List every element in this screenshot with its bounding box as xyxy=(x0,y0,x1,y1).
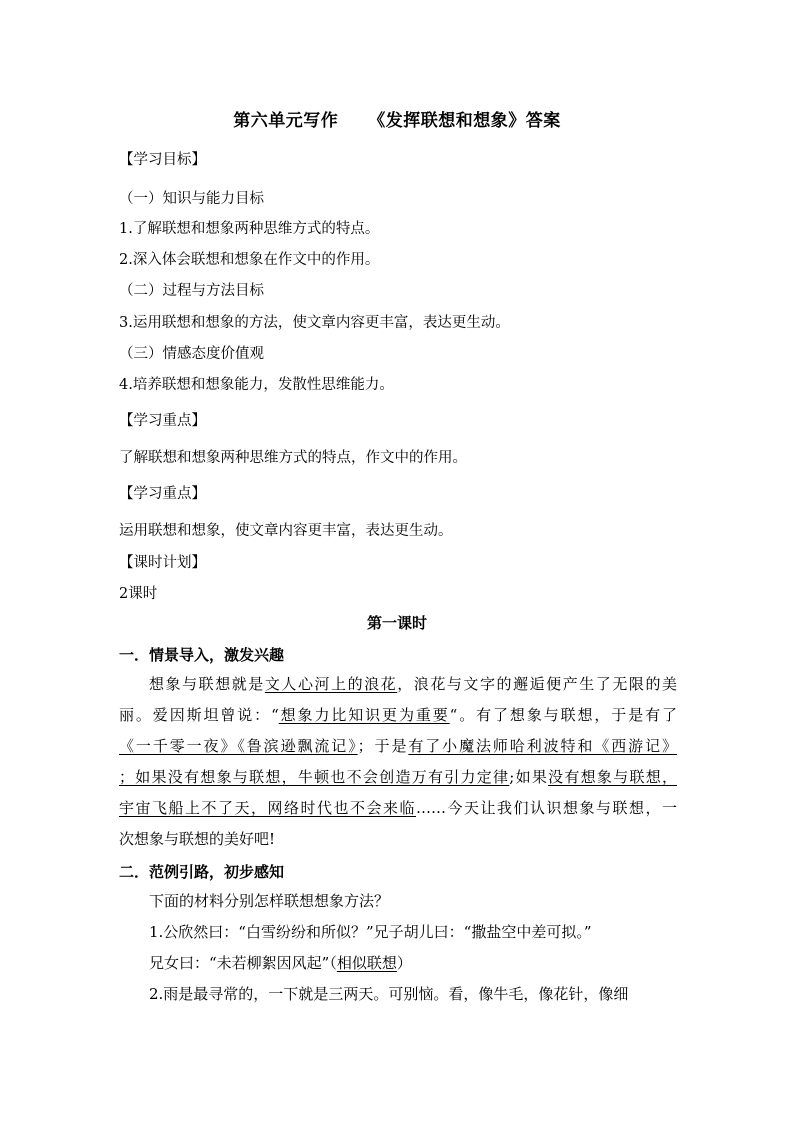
intro-line-1: 想象与联想就是文人心河上的浪花，浪花与文字的邂逅便产生了无限的美 xyxy=(149,675,677,693)
goals-sub3: （三）情感态度价值观 xyxy=(119,346,264,362)
goals-item-3: 3.运用联想和想象的方法，使文章内容更丰富，表达更生动。 xyxy=(119,315,510,331)
page-title xyxy=(0,106,794,131)
goals-item-1: 1.了解联想和想象两种思维方式的特点。 xyxy=(119,221,380,237)
goals-item-2: 2.深入体会联想和想象在作文中的作用。 xyxy=(119,252,380,268)
intro-line-4: ；如果没有想象与联想，牛顿也不会创造万有引力定律;如果没有想象与联想， xyxy=(119,768,677,786)
title-unit: 第六单元写作 xyxy=(233,111,339,131)
lesson-plan-heading: 【课时计划】 xyxy=(119,555,206,571)
intro-line-3: 《一千零一夜》《鲁滨逊飘流记》；于是有了小魔法师哈利波特和《西游记》 xyxy=(119,737,677,755)
goals-item-4: 4.培养联想和想象能力，发散性思维能力。 xyxy=(119,377,394,393)
goals-sub2: （二）过程与方法目标 xyxy=(119,283,264,299)
examples-block xyxy=(119,886,677,1010)
intro-line-6: 次想象与联想的美好吧! xyxy=(119,830,276,848)
intro-line-5: 宇宙飞船上不了天，网络时代也不会来临……今天让我们认识想象与联想，一 xyxy=(119,799,677,817)
lesson-one-heading: 第一课时 xyxy=(366,614,427,632)
title-topic: 《发挥联想和想象》答案 xyxy=(368,111,561,131)
example-1-line-2: 兄女曰：“未若柳絮因风起”（相似联想） xyxy=(149,954,412,972)
difficult-points-heading: 【学习重点】 xyxy=(119,486,206,502)
intro-paragraph xyxy=(119,669,677,855)
difficult-points-text: 运用联想和想象，使文章内容更丰富，表达更生动。 xyxy=(119,523,453,539)
lesson-plan-text: 2课时 xyxy=(119,586,158,602)
example-1-line-1: 1.公欣然曰：“白雪纷纷和所似？”兄子胡儿曰：“撒盐空中差可拟。” xyxy=(149,923,592,941)
key-points-heading: 【学习重点】 xyxy=(119,413,206,429)
examples-intro: 下面的材料分别怎样联想想象方法？ xyxy=(149,892,390,910)
intro-line-2: 丽。爱因斯坦曾说：“想象力比知识更为重要“。有了想象与联想，于是有了 xyxy=(119,706,678,724)
goals-sub1: （一）知识与能力目标 xyxy=(119,191,264,207)
example-2-line-1: 2.雨是最寻常的，一下就是三两天。可别恼。看，像牛毛，像花针，像细 xyxy=(149,985,629,1003)
section-one-heading: 一．情景导入，激发兴趣 xyxy=(119,646,285,664)
key-points-text: 了解联想和想象两种思维方式的特点，作文中的作用。 xyxy=(119,450,467,466)
section-two-heading: 二．范例引路，初步感知 xyxy=(119,863,285,881)
goals-heading: 【学习目标】 xyxy=(119,152,206,168)
